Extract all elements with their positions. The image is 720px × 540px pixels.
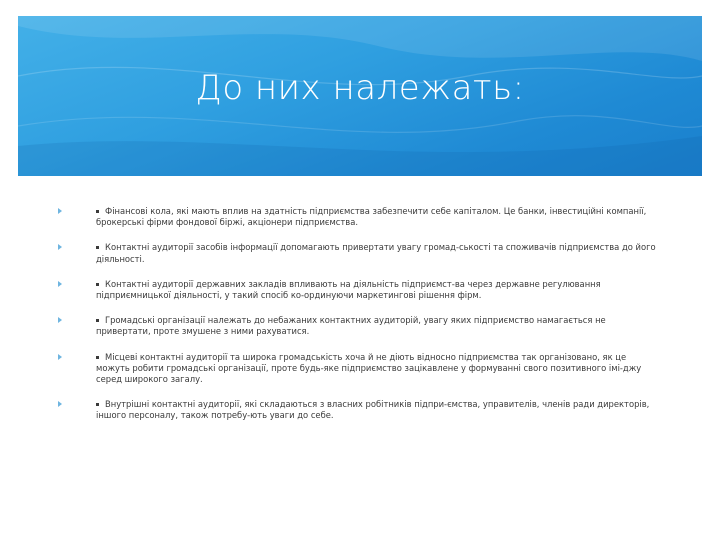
list-item [58,279,658,301]
list-item-text: Громадські організації належать до небажаних контактних аудиторій, увагу яких підприємство намагається не привертати, проте змушене з ними рахуватися. [96,315,606,337]
triangle-bullet-icon [58,401,62,407]
square-bullet-icon [96,283,99,286]
square-bullet-icon [96,319,99,322]
list-item-text: Внутрішні контактні аудиторії, які складаються з власних робітників підпри-ємства, управителів, членів ради директорів, іншого персоналу, також потребу-ють уваги до себе. [96,399,650,421]
title-banner [18,16,702,176]
triangle-bullet-icon [58,208,62,214]
list-item [58,315,658,337]
square-bullet-icon [96,403,99,406]
list-item-text: Фінансові кола, які мають вплив на здатність підприємства забезпечити себе капіталом. Це банки, інвестиційні компанії, брокерські фірми фондової біржі, акціонери підприємства. [96,206,647,228]
square-bullet-icon [96,356,99,359]
square-bullet-icon [96,210,99,213]
triangle-bullet-icon [58,317,62,323]
triangle-bullet-icon [58,244,62,250]
list-item [58,352,658,386]
list-item [58,242,658,264]
slide-title: До них належать: [195,68,525,108]
triangle-bullet-icon [58,354,62,360]
list-item-text: Контактні аудиторії засобів інформації допомагають привертати увагу громад-ськості та споживачів підприємства до його діяльності. [96,242,656,264]
square-bullet-icon [96,246,99,249]
triangle-bullet-icon [58,281,62,287]
list-item-text: Контактні аудиторії державних закладів впливають на діяльність підприємст-ва через державне регулювання підприємницької діяльності, у такий спосіб ко-ординуючи маркетингові рішення фірм. [96,278,601,301]
bullet-list [58,206,658,436]
list-item [58,206,658,228]
list-item [58,399,658,421]
list-item-text: Місцеві контактні аудиторії та широка громадськість хоча й не діють відносно підприємства так організовано, як це можуть робити громадські організації, проте будь-яке підприємство зацікавлене у формуванні свого позитивного імі-джу серед широкого загалу. [96,351,642,385]
